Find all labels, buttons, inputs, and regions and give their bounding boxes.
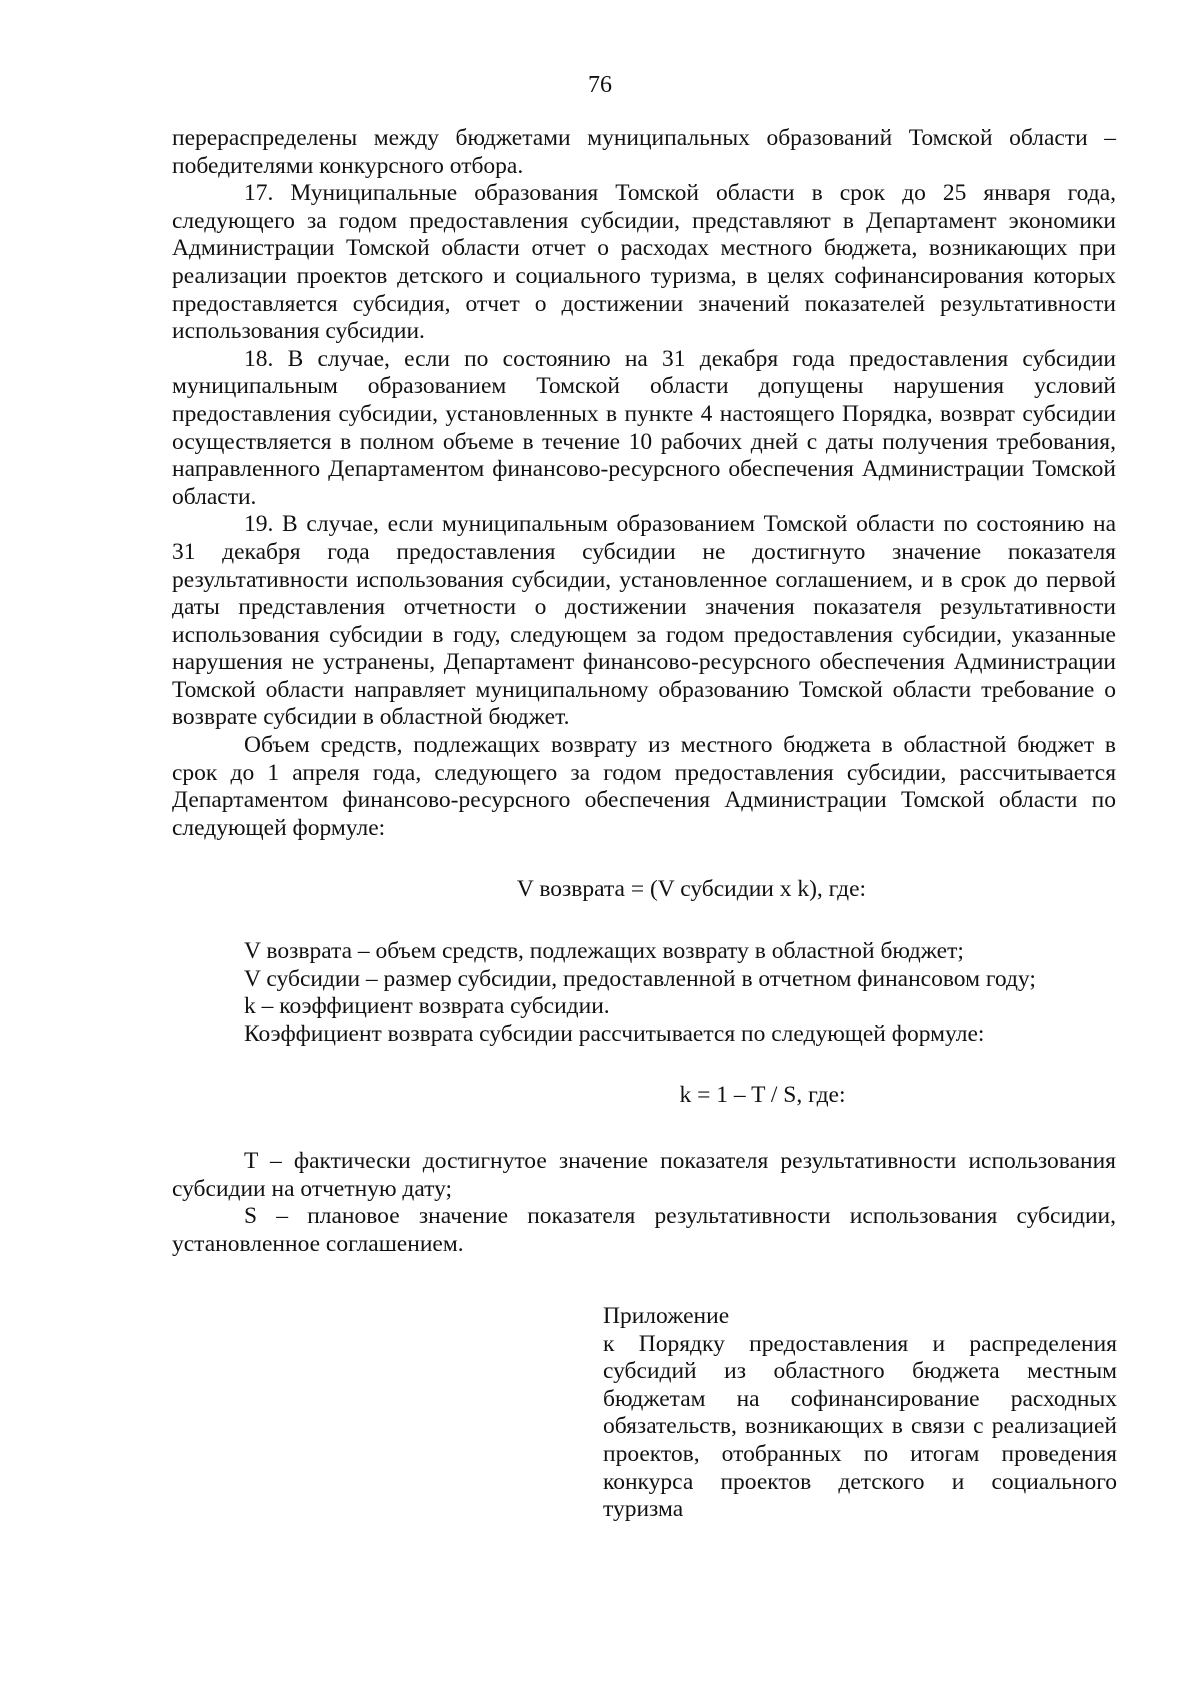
document-body xyxy=(172,125,1116,1258)
appendix-block xyxy=(603,1303,1117,1524)
appendix-title: Приложение xyxy=(603,1303,730,1329)
paragraph-19: 19. В случае, если муниципальным образованием Томской области по состоянию на 31 декабря года предоставления субсидии не достигнуто значение показателя результативности использования субсидии, установленное соглашением, и в срок до первой даты представления отчетности о достижении значения показателя результативности использования субсидии в году, следующем за годом предоставления субсидии, указанные нарушения не устранены, Департамент финансово-ресурсного обеспечения Администрации Томской области направляет муниципальному образованию Томской области требование о возврате субсидии в областной бюджет. xyxy=(172,511,1116,731)
definition-v-return: V возврата – объем средств, подлежащих возврату в областной бюджет; xyxy=(244,938,964,965)
formula-k: k = 1 – T / S, где: xyxy=(679,1082,846,1109)
appendix-text: к Порядку предоставления и распределения субсидий из областного бюджета местным бюджетам на софинансирование расходных обязательств, возникающих в связи с реализацией проектов, отобранных по итогам проведения конкурса проектов детского и социального туризма xyxy=(603,1330,1117,1523)
formula-return-volume: V возврата = (V субсидии x k), где: xyxy=(516,876,867,903)
paragraph-17: 17. Муниципальные образования Томской области в срок до 25 января года, следующего за годом предоставления субсидии, представляют в Департамент экономики Администрации Томской области отчет о расходах местного бюджета, возникающих при реализации проектов детского и социального туризма, в целях софинансирования которых предоставляется субсидия, отчет о достижении значений показателей результативности использования субсидии. xyxy=(172,180,1116,345)
paragraph-18: 18. В случае, если по состоянию на 31 декабря года предоставления субсидии муниципальным образованием Томской области допущены нарушения условий предоставления субсидии, установленных в пункте 4 настоящего Порядка, возврат субсидии осуществляется в полном объеме в течение 10 рабочих дней с даты получения требования, направленного Департаментом финансово-ресурсного обеспечения Администрации Томской области. xyxy=(172,345,1116,510)
definition-t: T – фактически достигнутое значение показателя результативности использования субсидии на отчетную дату; xyxy=(172,1148,1116,1202)
paragraph-return-volume: Объем средств, подлежащих возврату из местного бюджета в областной бюджет в срок до 1 апреля года, следующего за годом предоставления субсидии, рассчитывается Департаментом финансово-ресурсного обеспечения Администрации Томской области по следующей формуле: xyxy=(172,732,1116,841)
k-formula-intro: Коэффициент возврата субсидии рассчитывается по следующей формуле: xyxy=(244,1020,985,1047)
definition-k: k – коэффициент возврата субсидии. xyxy=(244,993,610,1020)
definition-s: S – плановое значение показателя результативности использования субсидии, установленное соглашением. xyxy=(172,1203,1116,1257)
paragraph-continuation: перераспределены между бюджетами муниципальных образований Томской области – победителями конкурсного отбора. xyxy=(172,125,1116,179)
page-number: 76 xyxy=(588,72,612,98)
definition-v-subsidy: V субсидии – размер субсидии, предоставленной в отчетном финансовом году; xyxy=(244,965,1036,992)
